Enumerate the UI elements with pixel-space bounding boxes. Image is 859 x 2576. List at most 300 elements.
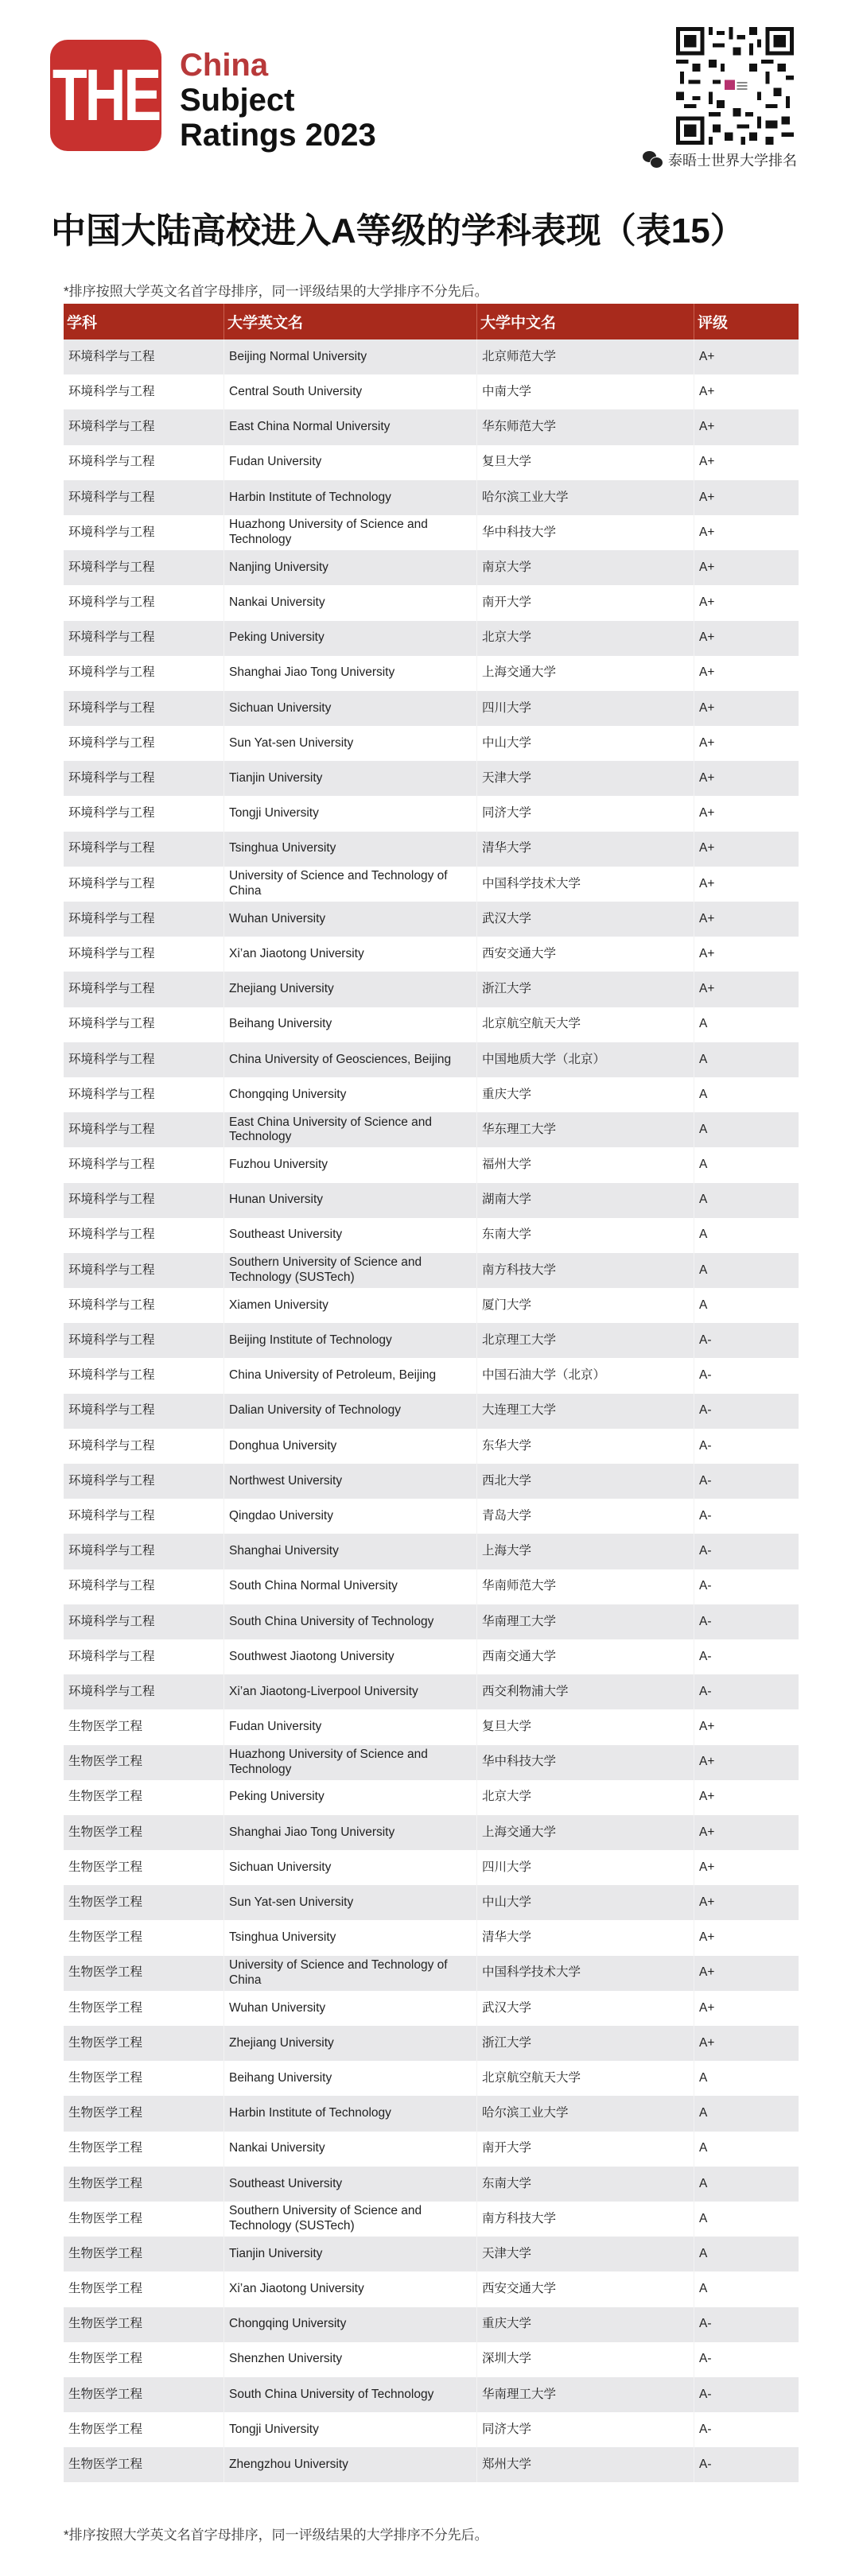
- cell-rating: A+: [699, 1790, 715, 1804]
- cell-en-name: South China Normal University: [224, 1569, 477, 1604]
- cell-subject: 环境科学与工程: [64, 902, 224, 937]
- table-header: [64, 304, 799, 339]
- cell-subject: 环境科学与工程: [64, 585, 224, 620]
- cell-subject: 生物医学工程: [64, 2061, 224, 2096]
- cell-rating: A+: [699, 560, 715, 574]
- cell-zh-name: 同济大学: [477, 796, 694, 831]
- cell-en-name: Fudan University: [224, 445, 477, 480]
- table-row: [64, 796, 799, 831]
- cell-en-name: Wuhan University: [224, 902, 477, 937]
- cell-zh-name: 东华大学: [477, 1429, 694, 1464]
- cell-en-name: Sichuan University: [224, 691, 477, 726]
- cell-zh-name: 北京师范大学: [477, 339, 694, 374]
- table-row: [64, 656, 799, 691]
- cell-en-name: Chongqing University: [224, 2307, 477, 2342]
- table-row: [64, 1429, 799, 1464]
- cell-subject: 环境科学与工程: [64, 1569, 224, 1604]
- cell-en-name: Huazhong University of Science and Technology: [224, 515, 477, 550]
- cell-rating: A+: [699, 982, 715, 996]
- cell-en-name: Hunan University: [224, 1183, 477, 1218]
- cell-rating: A: [699, 2176, 708, 2190]
- cell-en-name: Fuzhou University: [224, 1147, 477, 1182]
- table-row: [64, 1569, 799, 1604]
- table-row: [64, 445, 799, 480]
- cell-subject: 生物医学工程: [64, 1815, 224, 1850]
- table-row: [64, 1920, 799, 1955]
- cell-en-name: China University of Petroleum, Beijing: [224, 1358, 477, 1393]
- table-row: [64, 2061, 799, 2096]
- sort-note-top: *排序按照大学英文名首字母排序，同一评级结果的大学排序不分先后。: [64, 284, 488, 299]
- cell-rating: A+: [699, 596, 715, 610]
- cell-rating: A-: [699, 2387, 712, 2401]
- table-row: [64, 1253, 799, 1288]
- cell-en-name: South China University of Technology: [224, 1604, 477, 1639]
- table-row: [64, 1394, 799, 1429]
- cell-zh-name: 华东师范大学: [477, 409, 694, 444]
- cell-en-name: Southeast University: [224, 2167, 477, 2202]
- cell-subject: 环境科学与工程: [64, 1042, 224, 1077]
- cell-subject: 生物医学工程: [64, 2377, 224, 2412]
- cell-zh-name: 西交利物浦大学: [477, 1674, 694, 1709]
- cell-subject: 环境科学与工程: [64, 515, 224, 550]
- cell-en-name: Zhejiang University: [224, 972, 477, 1007]
- cell-subject: 环境科学与工程: [64, 1112, 224, 1147]
- cell-zh-name: 中国科学技术大学: [477, 867, 694, 902]
- cell-zh-name: 武汉大学: [477, 1991, 694, 2026]
- table-row: [64, 2237, 799, 2271]
- cell-rating: A+: [699, 2035, 715, 2050]
- cell-subject: 环境科学与工程: [64, 1429, 224, 1464]
- cell-en-name: Beijing Institute of Technology: [224, 1323, 477, 1358]
- cell-rating: A+: [699, 735, 715, 750]
- cell-en-name: Sun Yat-sen University: [224, 726, 477, 761]
- cell-zh-name: 东南大学: [477, 2167, 694, 2202]
- cell-subject: 生物医学工程: [64, 1956, 224, 1991]
- table-row: [64, 2202, 799, 2237]
- cell-subject: 环境科学与工程: [64, 1147, 224, 1182]
- cell-zh-name: 福州大学: [477, 1147, 694, 1182]
- cell-rating: A: [699, 2070, 708, 2085]
- cell-rating: A+: [699, 2000, 715, 2015]
- cell-rating: A-: [699, 1473, 712, 1488]
- cell-subject: 生物医学工程: [64, 1709, 224, 1744]
- cell-zh-name: 中国科学技术大学: [477, 1956, 694, 1991]
- cell-en-name: Tianjin University: [224, 761, 477, 796]
- cell-rating: A+: [699, 841, 715, 855]
- cell-zh-name: 南方科技大学: [477, 1253, 694, 1288]
- table-row: [64, 2096, 799, 2131]
- cell-rating: A-: [699, 1368, 712, 1383]
- cell-en-name: Harbin Institute of Technology: [224, 480, 477, 515]
- cell-rating: A: [699, 1298, 708, 1312]
- cell-subject: 生物医学工程: [64, 2271, 224, 2306]
- cell-en-name: Zhengzhou University: [224, 2447, 477, 2482]
- table-row: [64, 2026, 799, 2061]
- cell-subject: 环境科学与工程: [64, 1007, 224, 1042]
- table-row: [64, 339, 799, 374]
- table-row: [64, 374, 799, 409]
- cell-rating: A+: [699, 1720, 715, 1734]
- table-row: [64, 1885, 799, 1920]
- cell-rating: A: [699, 1017, 708, 1031]
- table-row: [64, 1183, 799, 1218]
- cell-rating: A+: [699, 665, 715, 680]
- cell-rating: A-: [699, 1614, 712, 1628]
- table-row: [64, 902, 799, 937]
- table-row: [64, 1815, 799, 1850]
- cell-rating: A-: [699, 2352, 712, 2366]
- cell-subject: 生物医学工程: [64, 2412, 224, 2447]
- cell-zh-name: 中国石油大学（北京）: [477, 1358, 694, 1393]
- cell-zh-name: 清华大学: [477, 832, 694, 867]
- cell-zh-name: 复旦大学: [477, 445, 694, 480]
- cell-rating: A+: [699, 876, 715, 890]
- col-header-subject: 学科: [64, 304, 224, 339]
- brand-subject: Subject: [180, 83, 295, 118]
- cell-rating: A+: [699, 525, 715, 539]
- table-row: [64, 1850, 799, 1885]
- brand-title: [180, 49, 376, 154]
- cell-en-name: Xi’an Jiaotong University: [224, 2271, 477, 2306]
- ratings-table: [64, 304, 799, 2482]
- cell-en-name: Qingdao University: [224, 1499, 477, 1534]
- cell-subject: 生物医学工程: [64, 2096, 224, 2131]
- cell-zh-name: 上海大学: [477, 1534, 694, 1569]
- table-row: [64, 2412, 799, 2447]
- cell-rating: A+: [699, 946, 715, 960]
- cell-zh-name: 同济大学: [477, 2412, 694, 2447]
- cell-en-name: East China University of Science and Technology: [224, 1112, 477, 1147]
- cell-zh-name: 上海交通大学: [477, 656, 694, 691]
- cell-en-name: South China University of Technology: [224, 2377, 477, 2412]
- cell-subject: 生物医学工程: [64, 1920, 224, 1955]
- cell-subject: 环境科学与工程: [64, 1077, 224, 1112]
- cell-zh-name: 武汉大学: [477, 902, 694, 937]
- cell-rating: A+: [699, 771, 715, 786]
- table-row: [64, 1674, 799, 1709]
- cell-en-name: Huazhong University of Science and Technology: [224, 1745, 477, 1780]
- cell-en-name: Tongji University: [224, 2412, 477, 2447]
- cell-subject: 环境科学与工程: [64, 761, 224, 796]
- cell-en-name: Shanghai Jiao Tong University: [224, 656, 477, 691]
- cell-zh-name: 华东理工大学: [477, 1112, 694, 1147]
- cell-zh-name: 复旦大学: [477, 1709, 694, 1744]
- cell-rating: A-: [699, 1544, 712, 1558]
- cell-subject: 环境科学与工程: [64, 1253, 224, 1288]
- table-row: [64, 832, 799, 867]
- table-row: [64, 2132, 799, 2167]
- cell-zh-name: 中南大学: [477, 374, 694, 409]
- cell-en-name: Northwest University: [224, 1464, 477, 1499]
- table-row: [64, 2167, 799, 2202]
- table-row: [64, 621, 799, 656]
- cell-subject: 环境科学与工程: [64, 621, 224, 656]
- cell-subject: 生物医学工程: [64, 1850, 224, 1885]
- cell-rating: A+: [699, 1860, 715, 1874]
- cell-rating: A+: [699, 1930, 715, 1945]
- cell-zh-name: 上海交通大学: [477, 1815, 694, 1850]
- cell-zh-name: 南方科技大学: [477, 2202, 694, 2237]
- table-body: [64, 339, 799, 2482]
- cell-rating: A-: [699, 1508, 712, 1523]
- cell-zh-name: 哈尔滨工业大学: [477, 480, 694, 515]
- cell-en-name: Harbin Institute of Technology: [224, 2096, 477, 2131]
- table-row: [64, 2271, 799, 2306]
- cell-rating: A-: [699, 1333, 712, 1348]
- table-row: [64, 1534, 799, 1569]
- cell-zh-name: 华南理工大学: [477, 1604, 694, 1639]
- cell-en-name: Tsinghua University: [224, 1920, 477, 1955]
- cell-zh-name: 北京理工大学: [477, 1323, 694, 1358]
- cell-en-name: Central South University: [224, 374, 477, 409]
- cell-zh-name: 北京大学: [477, 1780, 694, 1815]
- cell-subject: 环境科学与工程: [64, 1639, 224, 1674]
- col-header-rating: 评级: [698, 315, 729, 332]
- table-row: [64, 2307, 799, 2342]
- cell-subject: 环境科学与工程: [64, 1534, 224, 1569]
- cell-subject: 环境科学与工程: [64, 1288, 224, 1323]
- cell-zh-name: 郑州大学: [477, 2447, 694, 2482]
- cell-subject: 环境科学与工程: [64, 867, 224, 902]
- cell-subject: 环境科学与工程: [64, 691, 224, 726]
- table-row: [64, 1709, 799, 1744]
- cell-en-name: Tongji University: [224, 796, 477, 831]
- cell-rating: A: [699, 2246, 708, 2260]
- cell-zh-name: 西安交通大学: [477, 2271, 694, 2306]
- cell-en-name: Shanghai Jiao Tong University: [224, 1815, 477, 1850]
- cell-zh-name: 北京大学: [477, 621, 694, 656]
- cell-zh-name: 华中科技大学: [477, 1745, 694, 1780]
- table-row: [64, 550, 799, 585]
- table-row: [64, 1147, 799, 1182]
- cell-rating: A+: [699, 630, 715, 645]
- cell-en-name: Nankai University: [224, 2132, 477, 2167]
- cell-en-name: Shenzhen University: [224, 2342, 477, 2377]
- table-row: [64, 1956, 799, 1991]
- cell-zh-name: 华中科技大学: [477, 515, 694, 550]
- cell-en-name: Tianjin University: [224, 2237, 477, 2271]
- cell-zh-name: 西南交通大学: [477, 1639, 694, 1674]
- cell-zh-name: 四川大学: [477, 1850, 694, 1885]
- cell-rating: A+: [699, 1895, 715, 1910]
- cell-en-name: Southern University of Science and Technology (SUSTech): [224, 1253, 477, 1288]
- cell-en-name: Sun Yat-sen University: [224, 1885, 477, 1920]
- cell-zh-name: 浙江大学: [477, 972, 694, 1007]
- cell-en-name: Southern University of Science and Technology (SUSTech): [224, 2202, 477, 2237]
- table-row: [64, 937, 799, 972]
- cell-subject: 环境科学与工程: [64, 1183, 224, 1218]
- cell-zh-name: 华南理工大学: [477, 2377, 694, 2412]
- cell-zh-name: 南京大学: [477, 550, 694, 585]
- cell-zh-name: 天津大学: [477, 761, 694, 796]
- cell-subject: 生物医学工程: [64, 2307, 224, 2342]
- cell-en-name: Chongqing University: [224, 1077, 477, 1112]
- page-title: 中国大陆高校进入A等级的学科表现（表15）: [51, 211, 745, 250]
- cell-rating: A+: [699, 911, 715, 925]
- cell-en-name: Xiamen University: [224, 1288, 477, 1323]
- cell-subject: 环境科学与工程: [64, 796, 224, 831]
- cell-subject: 生物医学工程: [64, 2237, 224, 2271]
- col-header-en-name: 大学英文名: [224, 304, 477, 339]
- cell-subject: 生物医学工程: [64, 1780, 224, 1815]
- cell-en-name: Southeast University: [224, 1218, 477, 1253]
- cell-rating: A: [699, 1122, 708, 1136]
- table-row: [64, 726, 799, 761]
- cell-rating: A: [699, 1193, 708, 1207]
- cell-zh-name: 重庆大学: [477, 1077, 694, 1112]
- cell-rating: A+: [699, 490, 715, 504]
- cell-en-name: Tsinghua University: [224, 832, 477, 867]
- table-row: [64, 972, 799, 1007]
- cell-rating: A+: [699, 349, 715, 363]
- cell-en-name: Wuhan University: [224, 1991, 477, 2026]
- table-row: [64, 867, 799, 902]
- cell-subject: 生物医学工程: [64, 2132, 224, 2167]
- table-row: [64, 2342, 799, 2377]
- cell-subject: 生物医学工程: [64, 2447, 224, 2482]
- cell-subject: 生物医学工程: [64, 2342, 224, 2377]
- table-row: [64, 1464, 799, 1499]
- table-row: [64, 761, 799, 796]
- cell-subject: 生物医学工程: [64, 1885, 224, 1920]
- table-row: [64, 585, 799, 620]
- cell-rating: A+: [699, 1755, 715, 1769]
- cell-rating: A+: [699, 1825, 715, 1839]
- table-row: [64, 1358, 799, 1393]
- cell-subject: 生物医学工程: [64, 1991, 224, 2026]
- cell-subject: 环境科学与工程: [64, 409, 224, 444]
- cell-en-name: University of Science and Technology of China: [224, 867, 477, 902]
- cell-zh-name: 大连理工大学: [477, 1394, 694, 1429]
- the-logo: [50, 40, 161, 151]
- wechat-icon: [643, 151, 663, 169]
- cell-zh-name: 西北大学: [477, 1464, 694, 1499]
- cell-zh-name: 北京航空航天大学: [477, 1007, 694, 1042]
- cell-rating: A-: [699, 1579, 712, 1593]
- table-row: [64, 1288, 799, 1323]
- table-row: [64, 1007, 799, 1042]
- cell-en-name: Donghua University: [224, 1429, 477, 1464]
- cell-rating: A-: [699, 1684, 712, 1698]
- cell-rating: A: [699, 1228, 708, 1242]
- table-row: [64, 2377, 799, 2412]
- cell-zh-name: 浙江大学: [477, 2026, 694, 2061]
- cell-en-name: Peking University: [224, 621, 477, 656]
- cell-zh-name: 清华大学: [477, 1920, 694, 1955]
- cell-rating: A-: [699, 2317, 712, 2331]
- cell-zh-name: 南开大学: [477, 585, 694, 620]
- cell-subject: 生物医学工程: [64, 1745, 224, 1780]
- cell-rating: A: [699, 2282, 708, 2296]
- logo-text: THE: [52, 55, 160, 136]
- cell-subject: 环境科学与工程: [64, 445, 224, 480]
- cell-en-name: East China Normal University: [224, 409, 477, 444]
- table-row: [64, 1112, 799, 1147]
- cell-en-name: Sichuan University: [224, 1850, 477, 1885]
- brand-ratings: Ratings 2023: [180, 118, 376, 153]
- table-row: [64, 2447, 799, 2482]
- cell-zh-name: 天津大学: [477, 2237, 694, 2271]
- cell-rating: A+: [699, 1965, 715, 1980]
- cell-zh-name: 青岛大学: [477, 1499, 694, 1534]
- cell-en-name: Xi’an Jiaotong University: [224, 937, 477, 972]
- cell-en-name: Zhejiang University: [224, 2026, 477, 2061]
- cell-en-name: Beihang University: [224, 1007, 477, 1042]
- col-header-zh-name: 大学中文名: [477, 304, 694, 339]
- cell-subject: 环境科学与工程: [64, 339, 224, 374]
- cell-rating: A: [699, 1052, 708, 1066]
- cell-rating: A+: [699, 420, 715, 434]
- table-row: [64, 409, 799, 444]
- cell-rating: A: [699, 2106, 708, 2120]
- cell-subject: 环境科学与工程: [64, 1499, 224, 1534]
- table-row: [64, 691, 799, 726]
- cell-zh-name: 深圳大学: [477, 2342, 694, 2377]
- cell-subject: 环境科学与工程: [64, 550, 224, 585]
- cell-subject: 环境科学与工程: [64, 1464, 224, 1499]
- cell-subject: 环境科学与工程: [64, 1674, 224, 1709]
- table-row: [64, 1323, 799, 1358]
- cell-subject: 生物医学工程: [64, 2026, 224, 2061]
- cell-zh-name: 西安交通大学: [477, 937, 694, 972]
- qr-code-icon: [676, 27, 794, 145]
- cell-zh-name: 华南师范大学: [477, 1569, 694, 1604]
- table-row: [64, 1991, 799, 2026]
- cell-en-name: Southwest Jiaotong University: [224, 1639, 477, 1674]
- cell-en-name: Peking University: [224, 1780, 477, 1815]
- cell-rating: A: [699, 2211, 708, 2225]
- cell-en-name: University of Science and Technology of China: [224, 1956, 477, 1991]
- table-row: [64, 515, 799, 550]
- cell-en-name: Shanghai University: [224, 1534, 477, 1569]
- cell-subject: 环境科学与工程: [64, 937, 224, 972]
- cell-zh-name: 重庆大学: [477, 2307, 694, 2342]
- table-row: [64, 1042, 799, 1077]
- cell-rating: A+: [699, 806, 715, 821]
- cell-zh-name: 湖南大学: [477, 1183, 694, 1218]
- cell-subject: 环境科学与工程: [64, 1358, 224, 1393]
- sort-note-bottom: *排序按照大学英文名首字母排序，同一评级结果的大学排序不分先后。: [64, 2528, 488, 2543]
- cell-subject: 生物医学工程: [64, 2167, 224, 2202]
- table-row: [64, 1639, 799, 1674]
- cell-rating: A+: [699, 700, 715, 715]
- cell-zh-name: 东南大学: [477, 1218, 694, 1253]
- cell-rating: A: [699, 1263, 708, 1277]
- cell-subject: 环境科学与工程: [64, 832, 224, 867]
- cell-en-name: Beihang University: [224, 2061, 477, 2096]
- cell-rating: A-: [699, 1438, 712, 1453]
- cell-en-name: Nanjing University: [224, 550, 477, 585]
- cell-rating: A-: [699, 2422, 712, 2436]
- cell-zh-name: 中山大学: [477, 726, 694, 761]
- cell-subject: 环境科学与工程: [64, 374, 224, 409]
- cell-zh-name: 中国地质大学（北京）: [477, 1042, 694, 1077]
- cell-rating: A-: [699, 1649, 712, 1663]
- cell-zh-name: 南开大学: [477, 2132, 694, 2167]
- cell-zh-name: 中山大学: [477, 1885, 694, 1920]
- cell-subject: 环境科学与工程: [64, 1394, 224, 1429]
- cell-rating: A: [699, 1158, 708, 1172]
- cell-rating: A+: [699, 384, 715, 398]
- cell-subject: 环境科学与工程: [64, 480, 224, 515]
- cell-rating: A+: [699, 455, 715, 469]
- cell-en-name: Fudan University: [224, 1709, 477, 1744]
- brand-china: China: [180, 48, 269, 83]
- cell-en-name: China University of Geosciences, Beijing: [224, 1042, 477, 1077]
- cell-rating: A: [699, 1087, 708, 1101]
- cell-subject: 环境科学与工程: [64, 1604, 224, 1639]
- table-row: [64, 1604, 799, 1639]
